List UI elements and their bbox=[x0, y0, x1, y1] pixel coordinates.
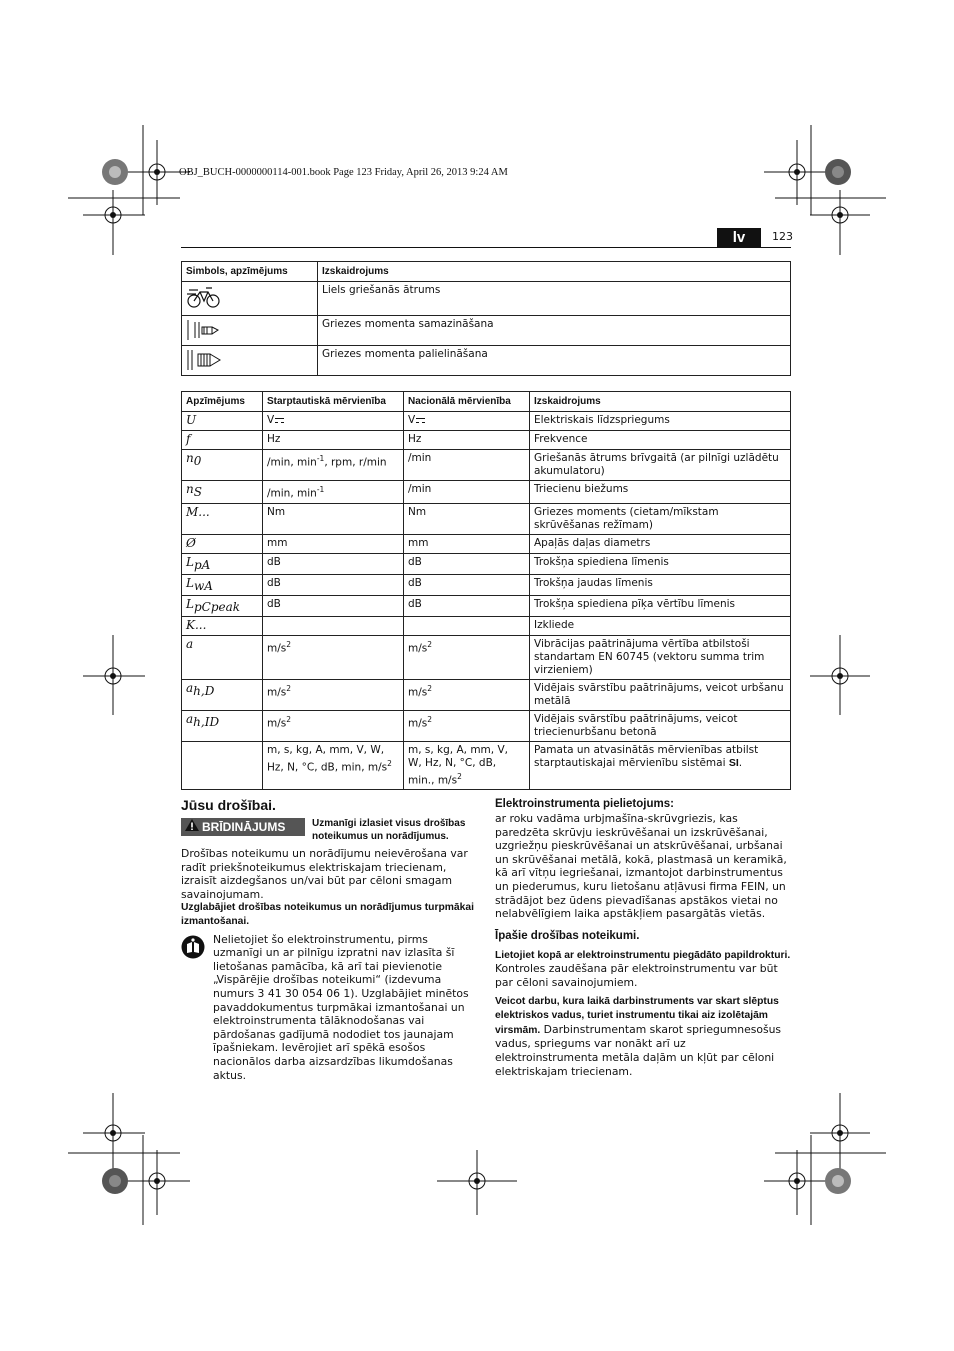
symbol-table bbox=[181, 261, 791, 376]
page-number: 123 bbox=[772, 230, 793, 243]
symbol-cell bbox=[182, 710, 263, 741]
rule-text: Kontroles zaudēšana pār elektroinstrumentu var būt par cēloni savainojumiem. bbox=[495, 962, 778, 989]
description-cell bbox=[530, 553, 791, 574]
unit-superscript: -1 bbox=[316, 485, 325, 494]
description-cell bbox=[530, 481, 791, 504]
unit-cell bbox=[263, 616, 404, 635]
unit-cell bbox=[404, 503, 530, 534]
unit-cell bbox=[404, 574, 530, 595]
symbol-cell bbox=[182, 679, 263, 710]
table-row bbox=[182, 595, 791, 616]
description-cell bbox=[530, 741, 791, 790]
symbol-text: K... bbox=[186, 617, 207, 632]
symbol-cell bbox=[182, 574, 263, 595]
description-text: Vidējais svārstību paātrinājums, veicot urbšanu metālā bbox=[534, 681, 784, 707]
unit-cell bbox=[263, 595, 404, 616]
table-row bbox=[182, 534, 791, 553]
special-rule-1 bbox=[495, 948, 791, 990]
description-text: Frekvence bbox=[534, 433, 588, 445]
table-header-row bbox=[182, 392, 791, 412]
section-title: Jūsu drošībai. bbox=[181, 797, 276, 813]
high-speed-icon bbox=[182, 282, 318, 316]
table-row bbox=[182, 346, 791, 376]
table-cell: Griezes momenta palielināšana bbox=[318, 346, 791, 376]
table-row bbox=[182, 503, 791, 534]
unit-cell bbox=[263, 574, 404, 595]
description-text: Izkliede bbox=[534, 618, 575, 631]
unit-superscript: 2 bbox=[427, 683, 433, 693]
language-badge: lv bbox=[717, 228, 761, 247]
column-header: Izskaidrojums bbox=[318, 262, 791, 282]
warning-triangle-icon bbox=[185, 818, 199, 836]
table-row bbox=[182, 316, 791, 346]
description-cell bbox=[530, 616, 791, 635]
description-text: Griezes moments (cietam/mīkstam skrūvēšanas režīmam) bbox=[534, 505, 719, 531]
symbol-text: n bbox=[186, 482, 194, 496]
unit-cell bbox=[263, 412, 404, 431]
unit-cell bbox=[404, 616, 530, 635]
column-header: Apzīmējums bbox=[182, 392, 263, 412]
description-cell bbox=[530, 450, 791, 481]
unit-text: Nm bbox=[267, 505, 286, 518]
table-row bbox=[182, 481, 791, 504]
description-cell bbox=[530, 710, 791, 741]
unit-text: dB bbox=[267, 576, 281, 589]
symbol-subscript: wA bbox=[193, 578, 213, 593]
unit-superscript: 2 bbox=[457, 771, 462, 781]
unit-text: mm bbox=[267, 536, 288, 549]
unit-text-tail: , rpm, r/min bbox=[324, 456, 387, 469]
unit-text: dB bbox=[408, 597, 422, 610]
unit-cell bbox=[404, 741, 530, 790]
header-rule bbox=[181, 247, 791, 248]
column-header: Nacionālā mērvienība bbox=[404, 392, 530, 412]
symbol-cell bbox=[182, 534, 263, 553]
table-row bbox=[182, 679, 791, 710]
special-rule-2 bbox=[495, 994, 791, 1079]
description-cell bbox=[530, 635, 791, 679]
unit-cell bbox=[404, 481, 530, 504]
symbol-text: a bbox=[186, 680, 194, 695]
unit-cell bbox=[404, 679, 530, 710]
usage-title: Elektroinstrumenta pielietojums: bbox=[495, 798, 674, 810]
table-cell: Liels griešanās ātrums bbox=[318, 282, 791, 316]
symbol-cell bbox=[182, 481, 263, 504]
unit-text: m/s bbox=[408, 642, 428, 655]
unit-superscript: 2 bbox=[286, 714, 292, 724]
unit-cell bbox=[404, 635, 530, 679]
unit-cell bbox=[404, 595, 530, 616]
unit-text: m/s bbox=[408, 686, 428, 699]
symbol-subscript: 0 bbox=[193, 454, 202, 469]
description-text: Triecienu biežums bbox=[534, 483, 629, 495]
table-row bbox=[182, 282, 791, 316]
column-header: Starptautiskā mērvienība bbox=[263, 392, 404, 412]
table-row bbox=[182, 412, 791, 431]
rule-text: Darbinstrumentam skarot spriegumnesošus vadus, spriegums var nonākt arī uz elektroinstrumenta metāla daļām un kļūt par cēloni elektriskajam triecienam. bbox=[495, 1022, 782, 1078]
symbol-subscript: S bbox=[193, 485, 202, 500]
torque-increase-icon bbox=[182, 346, 318, 376]
safety-paragraph: Drošības noteikumu un norādījumu neievērošana var radīt priekšnoteikumus elektriskajam triecienam, izraisīt aizdegšanos un/vai būt par cēloni smagam savainojumam. bbox=[181, 847, 468, 901]
symbol-cell bbox=[182, 412, 263, 431]
unit-text: /min bbox=[408, 483, 432, 495]
description-text: Vidējais svārstību paātrinājums, veicot triecienurbšanu betonā bbox=[534, 712, 738, 738]
symbol-text: Ø bbox=[186, 535, 196, 550]
unit-superscript: 2 bbox=[427, 714, 433, 724]
symbol-subscript: h,ID bbox=[193, 714, 220, 729]
column-header: Simbols, apzīmējums bbox=[182, 262, 318, 282]
unit-text: dB bbox=[408, 555, 422, 568]
symbol-cell bbox=[182, 431, 263, 450]
symbol-text: a bbox=[186, 636, 194, 651]
table-row bbox=[182, 553, 791, 574]
unit-cell bbox=[263, 679, 404, 710]
table-row bbox=[182, 616, 791, 635]
column-header: Izskaidrojums bbox=[530, 392, 791, 412]
unit-cell bbox=[404, 412, 530, 431]
unit-text: m/s bbox=[267, 717, 287, 730]
unit-text: /min, min bbox=[267, 456, 317, 469]
read-manual-icon bbox=[181, 935, 205, 959]
description-text: Pamata un atvasinātās mērvienības atbilst starptautiskajai mērvienību sistēmai bbox=[534, 743, 759, 769]
unit-text: m, s, kg, A, mm, V, W, Hz, N, °C, dB, min, m/s bbox=[267, 743, 388, 774]
unit-text: V bbox=[267, 414, 275, 426]
description-cell bbox=[530, 574, 791, 595]
unit-text: m/s bbox=[408, 717, 428, 730]
unit-cell bbox=[263, 503, 404, 534]
unit-cell bbox=[404, 450, 530, 481]
unit-superscript: 2 bbox=[286, 639, 292, 649]
symbol-subscript: h,D bbox=[193, 683, 215, 698]
unit-text: mm bbox=[408, 536, 429, 549]
symbol-text: L bbox=[186, 596, 194, 611]
table-header-row bbox=[182, 262, 791, 282]
usage-section bbox=[495, 797, 791, 1078]
unit-cell bbox=[263, 481, 404, 504]
units-table bbox=[181, 391, 791, 790]
print-header: OBJ_BUCH-0000000114-001.book Page 123 Friday, April 26, 2013 9:24 AM bbox=[179, 167, 508, 178]
unit-text: dB bbox=[408, 576, 422, 589]
unit-cell bbox=[404, 710, 530, 741]
description-text: Trokšņa jaudas līmenis bbox=[534, 576, 653, 589]
unit-text: dB bbox=[267, 597, 281, 610]
unit-superscript: -1 bbox=[316, 454, 325, 463]
unit-text: Hz bbox=[267, 433, 281, 445]
unit-text: m/s bbox=[267, 642, 287, 655]
dc-symbol-icon bbox=[416, 418, 425, 423]
symbol-text: L bbox=[186, 575, 194, 590]
table-row bbox=[182, 710, 791, 741]
description-cell bbox=[530, 431, 791, 450]
symbol-text: U bbox=[186, 413, 197, 427]
unit-text: V bbox=[408, 414, 416, 426]
safety-keep-instructions: Uzglabājiet drošības noteikumus un norādījumus turpmākai izmantošanai. bbox=[181, 902, 474, 927]
table-row bbox=[182, 635, 791, 679]
unit-text: Hz bbox=[408, 433, 422, 445]
description-cell bbox=[530, 412, 791, 431]
symbol-cell bbox=[182, 553, 263, 574]
unit-cell bbox=[263, 534, 404, 553]
symbol-cell bbox=[182, 450, 263, 481]
description-text: Vibrācijas paātrinājuma vērtība atbilstoši standartam EN 60745 (vektoru summa trim virzieniem) bbox=[534, 637, 765, 676]
symbol-cell bbox=[182, 635, 263, 679]
rule-bold: Lietojiet kopā ar elektroinstrumentu piegādāto papildrokturi. bbox=[495, 949, 791, 961]
description-cell bbox=[530, 679, 791, 710]
rule-bold: Veicot darbu, kura laikā darbinstruments var skart slēptus elektriskos vadus, turiet instrumentu tikai aiz izolētajām virsmām. bbox=[495, 995, 779, 1036]
symbol-text: a bbox=[186, 711, 194, 726]
description-text: Trokšņa spiediena pīķa vērtību līmenis bbox=[534, 597, 736, 610]
table-row bbox=[182, 450, 791, 481]
warning-badge bbox=[181, 818, 305, 836]
unit-text: m/s bbox=[267, 686, 287, 699]
usage-text: ar roku vadāma urbjmašīna-skrūvgriezis, kas paredzēta skrūvju ieskrūvēšanai un izskrūvēšanai, uzgriežņu pieskrūvēšanai un atskrūvēšanai, urbšanai un skrūvēšanai metālā, kokā, plastmasā un keramikā, kā arī vītņu iegriešanai, izmantojot darbinstrumentus un piederumus, kuru lietošanu atļāvusi firma FEIN, un strādājot bez ūdens pievadīšanas apstākos vietai no nelabvēlīgiem laika apstākļiem pasargātās vietās. bbox=[495, 812, 787, 921]
unit-cell bbox=[404, 534, 530, 553]
table-row bbox=[182, 741, 791, 790]
symbol-text: L bbox=[186, 554, 194, 569]
unit-text: /min, min bbox=[267, 487, 317, 500]
symbol-text: f bbox=[186, 432, 191, 446]
description-tail: . bbox=[738, 756, 743, 769]
unit-superscript: 2 bbox=[387, 758, 392, 768]
torque-decrease-icon bbox=[182, 316, 318, 346]
description-text: Trokšņa spiediena līmenis bbox=[534, 555, 669, 568]
symbol-subscript: pCpeak bbox=[193, 599, 241, 614]
unit-cell bbox=[263, 450, 404, 481]
special-rules-title: Īpašie drošības noteikumi. bbox=[495, 929, 640, 942]
unit-cell bbox=[404, 431, 530, 450]
description-cell bbox=[530, 534, 791, 553]
unit-text: /min bbox=[408, 452, 432, 464]
safety-section bbox=[181, 796, 475, 1082]
unit-cell bbox=[404, 553, 530, 574]
unit-text: dB bbox=[267, 555, 281, 568]
unit-cell bbox=[263, 431, 404, 450]
unit-superscript: 2 bbox=[427, 639, 433, 649]
manual-block bbox=[181, 933, 475, 1083]
description-text: Griešanās ātrums brīvgaitā (ar pilnīgi uzlādētu akumulatoru) bbox=[534, 452, 779, 477]
symbol-cell bbox=[182, 741, 263, 790]
unit-cell bbox=[263, 710, 404, 741]
unit-text: Nm bbox=[408, 505, 427, 518]
unit-superscript: 2 bbox=[286, 683, 292, 693]
description-cell bbox=[530, 503, 791, 534]
symbol-text: n bbox=[186, 451, 194, 465]
symbol-cell bbox=[182, 595, 263, 616]
manual-text: Nelietojiet šo elektroinstrumentu, pirms uzmanīgi un ar pilnīgu izpratni nav izlasīta šī lietošanas pamācība, kā arī tai pievienotie „Vispārējie drošības noteikumi“ (izdevuma numurs 3 41 30 054 06 1). Uzglabājiet minētos pavaddokumentus turpmākai izmantošanai un elektroinstrumenta tālāknodošanas vai pārdošanas gadījumā nododiet tos jaunajam īpašniekam. Ievērojiet arī spēkā esošos nacionālos darba aizsardzības likumdošanas aktus. bbox=[213, 932, 469, 1082]
description-bold: SI bbox=[728, 756, 739, 769]
symbol-subscript: pA bbox=[193, 557, 211, 572]
unit-text: m, s, kg, A, mm, V, W, Hz, N, °C, dB, min., m/s bbox=[408, 743, 508, 787]
warning-text: Uzmanīgi izlasiet visus drošības noteikumus un norādījumus. bbox=[312, 818, 466, 842]
symbol-cell bbox=[182, 503, 263, 534]
table-row bbox=[182, 574, 791, 595]
symbol-cell bbox=[182, 616, 263, 635]
symbol-text: M... bbox=[186, 504, 210, 519]
dc-symbol-icon bbox=[275, 418, 284, 423]
description-text: Apaļās daļas diametrs bbox=[534, 536, 651, 549]
warning-block bbox=[181, 818, 475, 843]
table-cell: Griezes momenta samazināšana bbox=[318, 316, 791, 346]
unit-cell bbox=[263, 741, 404, 790]
unit-cell bbox=[263, 553, 404, 574]
unit-cell bbox=[263, 635, 404, 679]
table-row bbox=[182, 431, 791, 450]
description-cell bbox=[530, 595, 791, 616]
description-text: Elektriskais līdzspriegums bbox=[534, 414, 670, 426]
warning-label: BRĪDINĀJUMS bbox=[202, 820, 286, 834]
